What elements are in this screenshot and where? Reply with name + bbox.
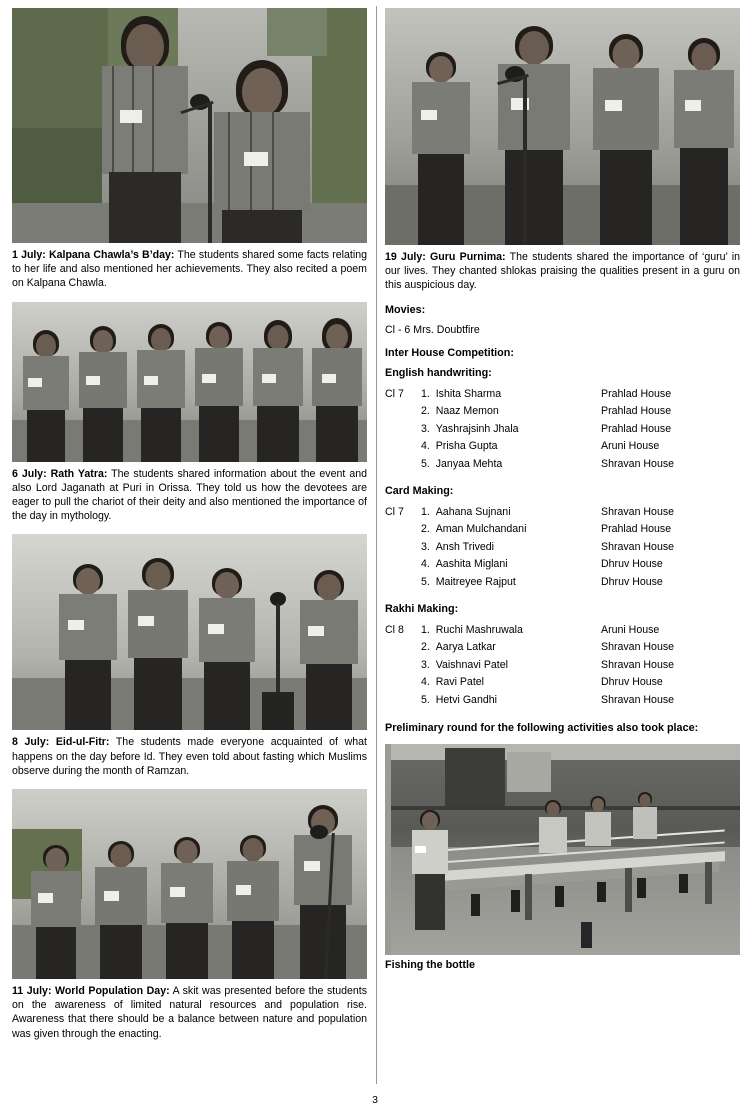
table-row [385, 521, 740, 539]
student-name: 4. Aashita Miglani [421, 558, 508, 571]
table-row [385, 556, 740, 574]
guru-purnima-title: 19 July: Guru Purnima: [385, 251, 506, 263]
student-name: 4. Prisha Gupta [421, 440, 498, 453]
house-name: Aruni House [601, 440, 660, 453]
house-name: Prahlad House [601, 523, 672, 536]
competition-heading-english-handwriting: English handwriting: [385, 366, 492, 379]
class-label-empty [385, 639, 421, 657]
caption-rath-yatra [12, 467, 367, 524]
caption-body: The students shared information about the event and also Lord Jaganath at Puri in Orissa. They told us how the devotees are eager to pull the chariot of their deity and also mentioned the importance of the day in mythology. [12, 467, 367, 523]
house-name: Shravan House [601, 658, 675, 671]
student-name: 3. Vaishnavi Patel [421, 658, 508, 671]
results-list-rakhi-making [385, 622, 740, 710]
results-list-english-handwriting [385, 386, 740, 474]
caption-body: The students shared some facts relating to her life and also mentioned her achievements. They also recited a poem on Kalpana Chawla. [12, 249, 367, 290]
table-row [385, 674, 740, 692]
caption-title: 1 July: Kalpana Chawla’s B’day: [12, 249, 175, 261]
competition-heading-rakhi-making: Rakhi Making: [385, 602, 459, 615]
house-name: Prahlad House [601, 422, 672, 435]
student-name: 5. Maitreyee Rajput [421, 575, 516, 588]
class-label-empty [385, 438, 421, 456]
table-row [385, 403, 740, 421]
class-label-empty [385, 403, 421, 421]
house-name: Shravan House [601, 457, 675, 470]
class-label-empty [385, 574, 421, 592]
class-label: Cl 7 [385, 387, 404, 400]
results-list-card-making [385, 504, 740, 592]
class-label-empty [385, 556, 421, 574]
fishing-the-bottle-caption: Fishing the bottle [385, 958, 475, 971]
competition-heading-card-making: Card Making: [385, 484, 454, 497]
student-name: 1. Ishita Sharma [421, 387, 502, 400]
class-label: Cl 7 [385, 505, 404, 518]
photo-kalpana-chawla-assembly [12, 8, 367, 243]
guru-purnima-body: The students shared the importance of ‘guru’ in our lives. They chanted shlokas praising the qualities present in a guru on this auspicious day. [385, 251, 740, 292]
student-name: 2. Aman Mulchandani [421, 523, 527, 536]
class-label-empty [385, 456, 421, 474]
movies-heading: Movies: [385, 303, 426, 316]
student-name: 5. Hetvi Gandhi [421, 693, 497, 706]
table-row [385, 438, 740, 456]
class-label-empty [385, 539, 421, 557]
photo-world-population-day-skit [12, 789, 367, 979]
student-name: 1. Aahana Sujnani [421, 505, 511, 518]
student-name: 2. Aarya Latkar [421, 641, 496, 654]
table-row [385, 574, 740, 592]
photo-eid-ul-fitr-assembly [12, 534, 367, 730]
caption-title: 6 July: Rath Yatra: [12, 467, 108, 480]
class-label-empty [385, 421, 421, 439]
caption-eid-ul-fitr [12, 735, 367, 778]
class-label: Cl 8 [385, 623, 404, 636]
house-name: Shravan House [601, 540, 675, 553]
column-divider [376, 6, 377, 1084]
right-column [385, 8, 740, 1086]
inter-house-competition-heading: Inter House Competition: [385, 346, 514, 359]
student-name: 4. Ravi Patel [421, 676, 485, 689]
house-name: Prahlad House [601, 387, 672, 400]
guru-purnima-text [385, 250, 740, 293]
movies-line: Cl - 6 Mrs. Doubtfire [385, 323, 480, 336]
table-row [385, 692, 740, 710]
left-column [12, 8, 367, 1086]
student-name: 1. Ruchi Mashruwala [421, 623, 523, 636]
photo-guru-purnima-assembly [385, 8, 740, 245]
house-name: Shravan House [601, 693, 675, 706]
table-row [385, 657, 740, 675]
house-name: Prahlad House [601, 405, 672, 418]
table-row [385, 421, 740, 439]
student-name: 5. Janyaa Mehta [421, 457, 503, 470]
table-row [385, 539, 740, 557]
class-label-empty [385, 692, 421, 710]
student-name: 3. Ansh Trivedi [421, 540, 495, 553]
preliminary-round-note: Preliminary round for the following activities also took place: [385, 721, 699, 734]
house-name: Dhruv House [601, 676, 663, 689]
table-row [385, 504, 740, 522]
photo-rath-yatra-assembly [12, 302, 367, 462]
class-label-empty [385, 674, 421, 692]
caption-body: The students made everyone acquainted of what happens on the day before Id. They even told about fasting which Muslims observe during the month of Ramzan. [12, 736, 367, 777]
house-name: Aruni House [601, 623, 660, 636]
house-name: Shravan House [601, 505, 675, 518]
class-label-empty [385, 521, 421, 539]
caption-kalpana-chawla [12, 248, 367, 291]
table-row [385, 456, 740, 474]
caption-body: A skit was presented before the students on the awareness of limited natural resources and population rise. Awareness that there should be a balance between nature and population was given through the enacting. [12, 985, 368, 1040]
class-label-empty [385, 657, 421, 675]
table-row [385, 622, 740, 640]
student-name: 3. Yashrajsinh Jhala [421, 422, 519, 435]
table-row [385, 386, 740, 404]
page-number: 3 [372, 1094, 378, 1106]
house-name: Shravan House [601, 641, 675, 654]
caption-world-population-day [12, 984, 367, 1041]
house-name: Dhruv House [601, 575, 663, 588]
table-row [385, 639, 740, 657]
house-name: Dhruv House [601, 558, 663, 571]
caption-title: 11 July: World Population Day: [12, 985, 170, 998]
caption-title: 8 July: Eid-ul-Fitr: [12, 736, 110, 749]
student-name: 2. Naaz Memon [421, 405, 499, 418]
photo-fishing-the-bottle [385, 744, 740, 955]
